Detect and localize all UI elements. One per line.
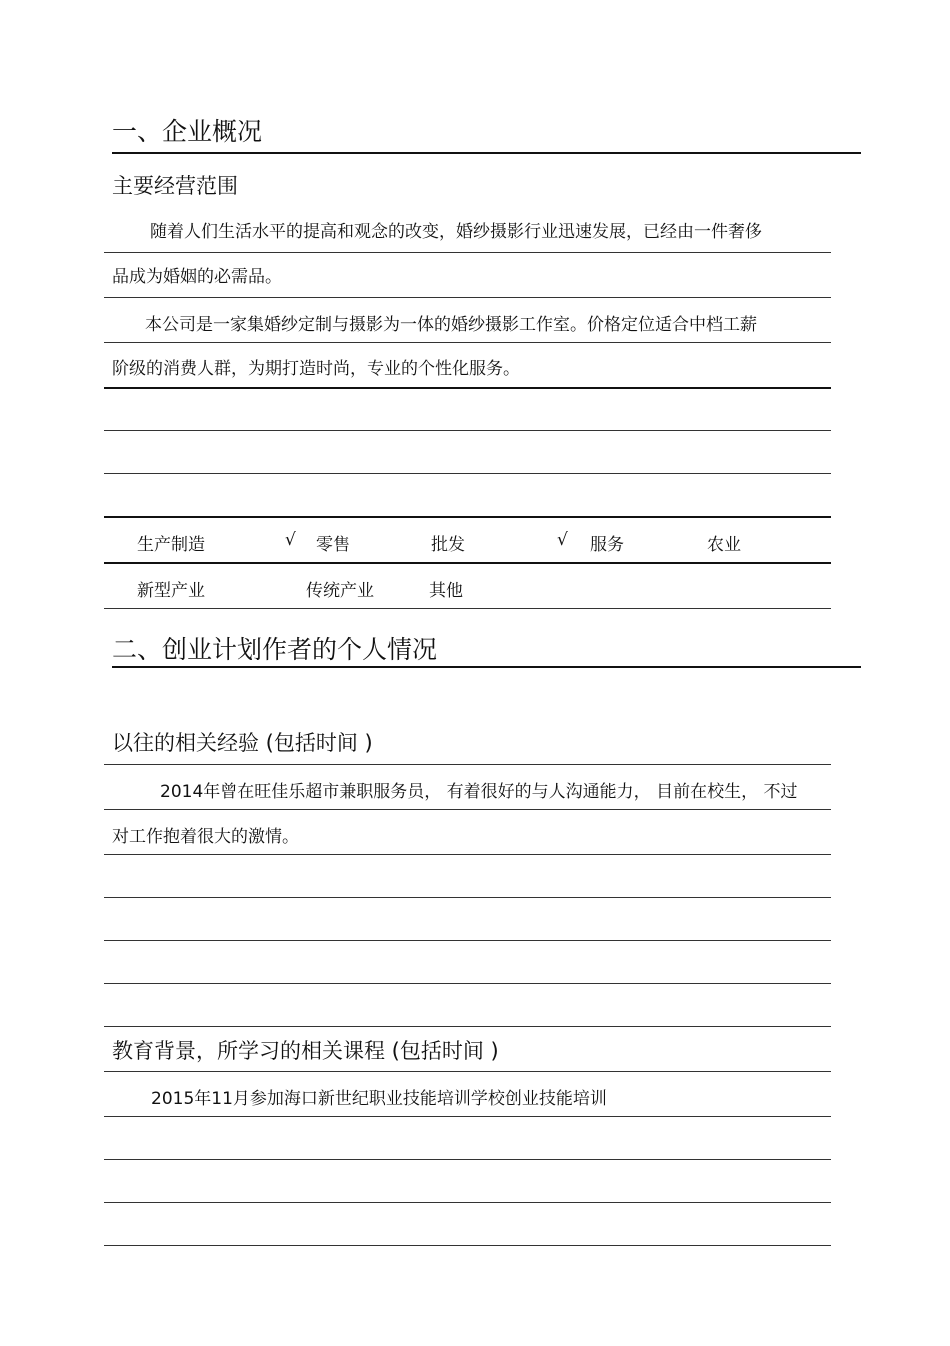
industry-traditional: 传统产业 — [306, 581, 374, 601]
ruled-line — [104, 342, 831, 343]
ruled-line — [104, 1116, 831, 1117]
section1-title: 一、企业概况 — [112, 117, 263, 146]
ruled-line — [104, 940, 831, 941]
ruled-line — [104, 297, 831, 298]
education-line1: 2015年11月参加海口新世纪职业技能培训学校创业技能培训 — [151, 1089, 607, 1109]
ruled-line — [104, 809, 831, 810]
industry-wholesale: 批发 — [431, 535, 465, 555]
para1-line2: 品成为婚姻的必需品。 — [112, 267, 282, 287]
ruled-line — [104, 854, 831, 855]
industry-manufacturing: 生产制造 — [137, 535, 205, 555]
industry-agriculture: 农业 — [707, 535, 741, 555]
ruled-line — [104, 387, 831, 389]
industry-new: 新型产业 — [137, 581, 205, 601]
check-mark-retail: √ — [285, 530, 296, 550]
ruled-line — [104, 516, 831, 518]
ruled-line — [104, 608, 831, 609]
experience-line2: 对工作抱着很大的激情。 — [112, 827, 299, 847]
check-mark-service: √ — [557, 530, 568, 550]
ruled-line — [104, 764, 831, 765]
ruled-line — [104, 473, 831, 474]
industry-other: 其他 — [429, 581, 463, 601]
ruled-line — [104, 1159, 831, 1160]
experience-line1: 2014年曾在旺佳乐超市兼职服务员， 有着很好的与人沟通能力， 目前在校生， 不过 — [160, 782, 798, 802]
ruled-line — [104, 897, 831, 898]
section2-title: 二、创业计划作者的个人情况 — [112, 635, 438, 664]
section1-title-rule — [112, 152, 861, 154]
ruled-line — [104, 562, 831, 564]
experience-heading: 以往的相关经验 (包括时间 ) — [112, 731, 373, 755]
ruled-line — [104, 983, 831, 984]
para1-line1: 随着人们生活水平的提高和观念的改变，婚纱摄影行业迅速发展，已经由一件奢侈 — [150, 222, 762, 242]
ruled-line — [104, 1071, 831, 1072]
ruled-line — [104, 252, 831, 253]
ruled-line — [104, 1245, 831, 1246]
para2-line2: 阶级的消费人群，为期打造时尚，专业的个性化服务。 — [112, 359, 520, 379]
scope-heading: 主要经营范围 — [112, 174, 238, 198]
ruled-line — [104, 1202, 831, 1203]
para2-line1: 本公司是一家集婚纱定制与摄影为一体的婚纱摄影工作室。价格定位适合中档工薪 — [145, 315, 757, 335]
industry-retail: 零售 — [316, 535, 350, 555]
ruled-line — [104, 1026, 831, 1027]
ruled-line — [104, 430, 831, 431]
section2-title-rule — [112, 666, 861, 668]
education-heading: 教育背景，所学习的相关课程 (包括时间 ) — [112, 1039, 499, 1063]
industry-service: 服务 — [590, 535, 624, 555]
